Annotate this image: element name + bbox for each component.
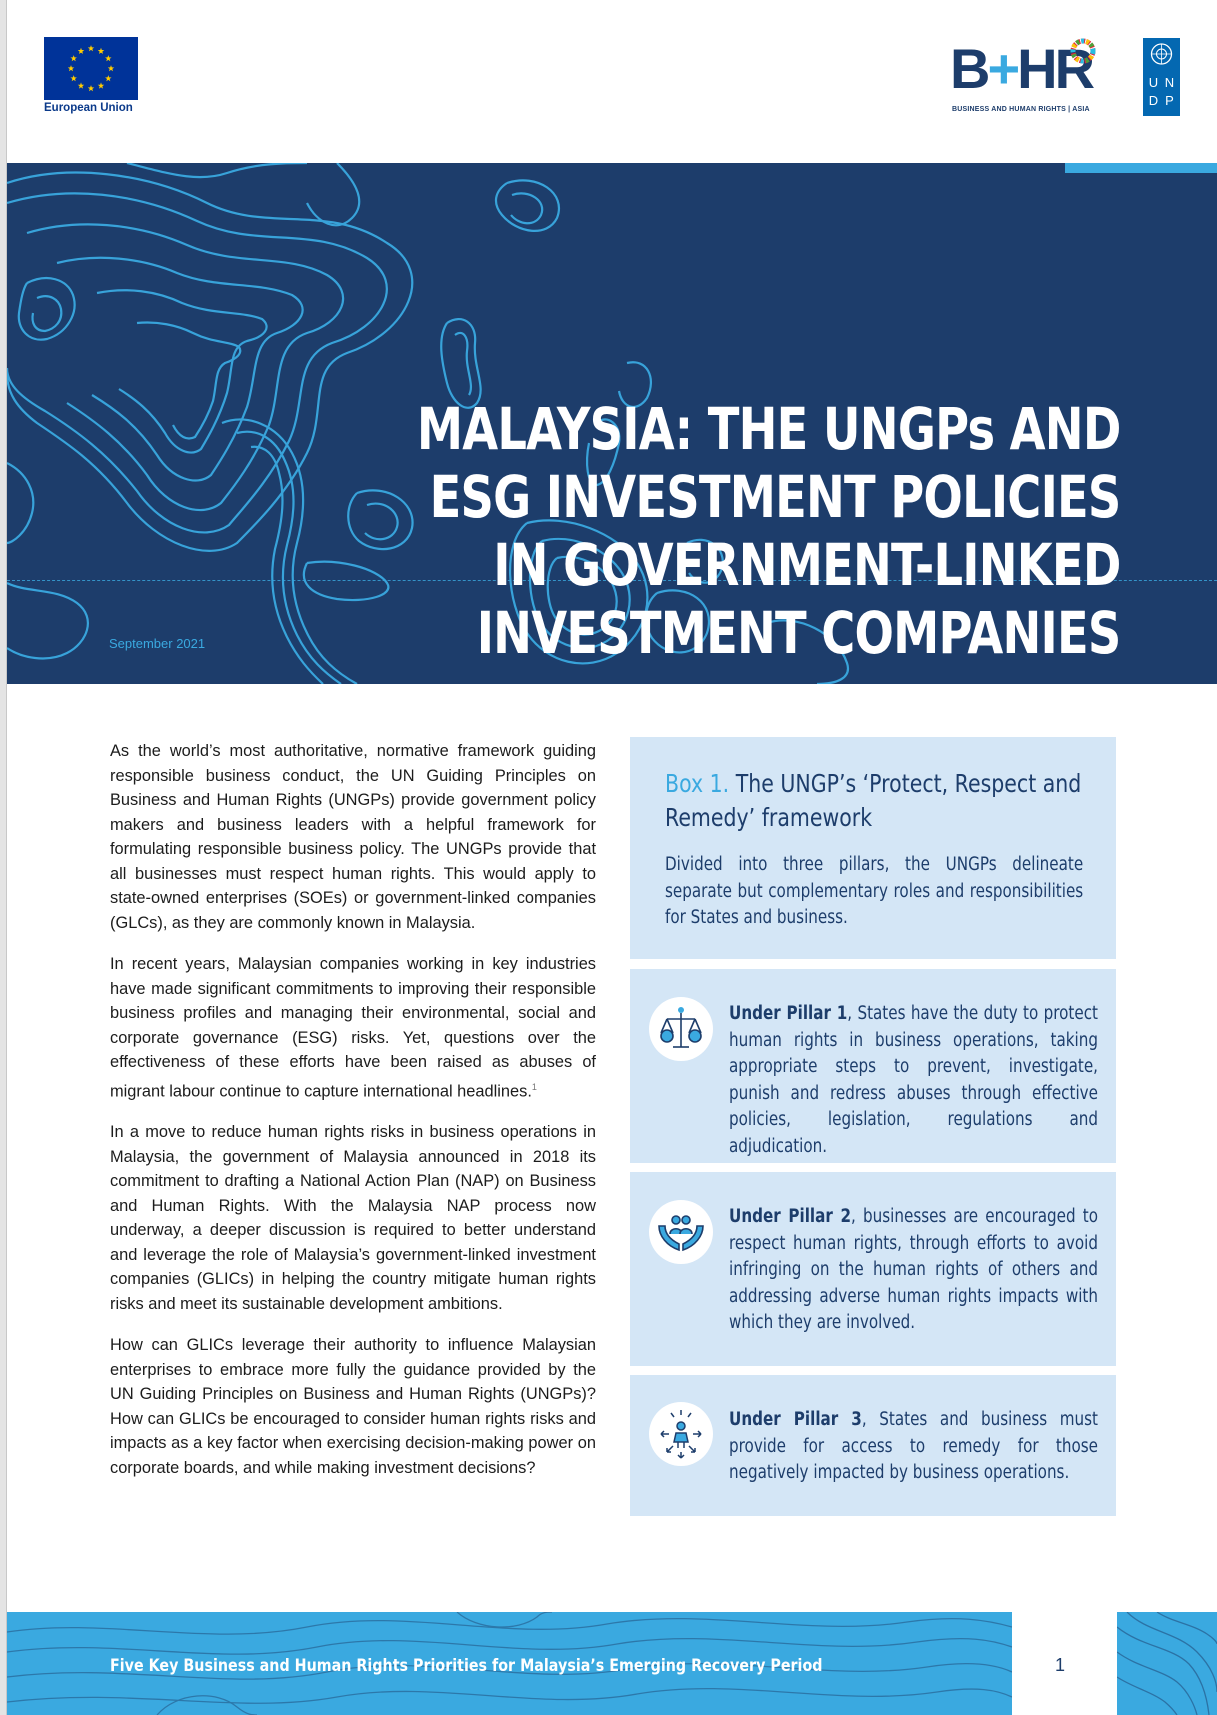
- eu-logo: [44, 37, 138, 114]
- person-arrows-icon: [649, 1402, 713, 1466]
- footer-band: [7, 1612, 1012, 1715]
- paragraph: How can GLICs leverage their authority to influence Malaysian enterprises to embrace more fully the guidance provided by the UN Guiding Principles on Business and Human Rights (UNGPs)? How can GLICs be encouraged to consider human rights risks and impacts as a key factor when exercising decision-making power on corporate boards, and while making investment decisions?: [110, 1336, 596, 1477]
- title-line: MALAYSIA: THE UNGPs AND: [417, 395, 1121, 463]
- pillar-text: Under Pillar 2, businesses are encouraged to respect human rights, through efforts to avoid infringing on the human rights of others and addressing adverse human rights impacts with which they are involved.: [729, 1206, 1098, 1333]
- pillar-1: [630, 969, 1116, 1163]
- box-intro-text: Divided into three pillars, the UNGPs delineate separate but complementary roles and responsibilities for States and business.: [665, 854, 1084, 928]
- paragraph: In recent years, Malaysian companies working in key industries have made significant commitments to improving their responsible business profiles and managing their environmental, social and corporate governance (ESG) risks. Yet, questions over the effectiveness of these efforts have been raised as abuses of migrant labour continue to capture international headlines.$^1$: [110, 955, 596, 1100]
- pillar-text: Under Pillar 3, States and business must provide for access to remedy for those negatively impacted by business operations.: [729, 1409, 1098, 1483]
- hero-banner: [7, 163, 1217, 684]
- hero-accent-bar: [1065, 163, 1217, 173]
- box-1-header: [630, 737, 1116, 959]
- pillar-3: [630, 1375, 1116, 1516]
- page-number: 1: [1055, 1655, 1066, 1675]
- title-line: IN GOVERNMENT-LINKED: [493, 531, 1121, 599]
- un-emblem-icon: [1143, 38, 1180, 72]
- footnote-ref: 1: [531, 1081, 537, 1092]
- paragraph: In a move to reduce human rights risks in business operations in Malaysia, the government of Malaysia announced in 2018 its commitment to drafting a National Action Plan (NAP) on Business and Human Rights. With the Malaysia NAP process now underway, a deeper discussion is required to better understand and leverage the role of Malaysia’s government-linked investment companies (GLICs) in helping the country mitigate human rights risks and meet its sustainable development ambitions.: [110, 1123, 596, 1313]
- title-line: ESG INVESTMENT POLICIES: [430, 463, 1121, 531]
- pillar-text: Under Pillar 1, States have the duty to protect human rights in business operations, taking appropriate steps to prevent, investigate, punish and redress abuses through effective policies, legislation, regulations and adjudication.: [729, 1003, 1098, 1157]
- publication-date: September 2021: [109, 636, 206, 651]
- undp-letters: U N D P: [1148, 75, 1175, 108]
- eu-label: European Union: [44, 102, 133, 114]
- paragraph: As the world’s most authoritative, normative framework guiding responsible business conduct, the UN Guiding Principles on Business and Human Rights (UNGPs) provide government policy makers and business leaders with a helpful framework for formulating responsible business policy. The UNGPs provide that all businesses must respect human rights. This would apply to state-owned enterprises (SOEs) or government-linked companies (GLCs), as they are commonly known in Malaysia.: [110, 742, 596, 932]
- title-line: INVESTMENT COMPANIES: [477, 599, 1121, 667]
- undp-logo: [1143, 38, 1180, 116]
- box-number: Box 1.: [665, 769, 730, 798]
- bhr-wordmark: B+HR: [950, 37, 1093, 100]
- page-title: [417, 395, 1121, 667]
- bhr-tagline: BUSINESS AND HUMAN RIGHTS | ASIA: [952, 106, 1090, 113]
- footer-topographic-pattern-right: [1117, 1612, 1217, 1715]
- pillar-2: [630, 1172, 1116, 1366]
- scales-people-icon: [649, 997, 713, 1061]
- eu-flag-icon: [44, 37, 138, 100]
- bhr-logo: [950, 38, 1098, 118]
- footer-title: Five Key Business and Human Rights Priorities for Malaysia’s Emerging Recovery Period: [110, 1656, 823, 1676]
- sdg-wheel-icon: [1070, 38, 1096, 64]
- body-text: [110, 739, 596, 1497]
- box-title: Box 1. The UNGP’s ‘Protect, Respect and Remedy’ framework: [665, 769, 1082, 832]
- hands-people-icon: [649, 1200, 713, 1264]
- footer-band-right: [1117, 1612, 1217, 1715]
